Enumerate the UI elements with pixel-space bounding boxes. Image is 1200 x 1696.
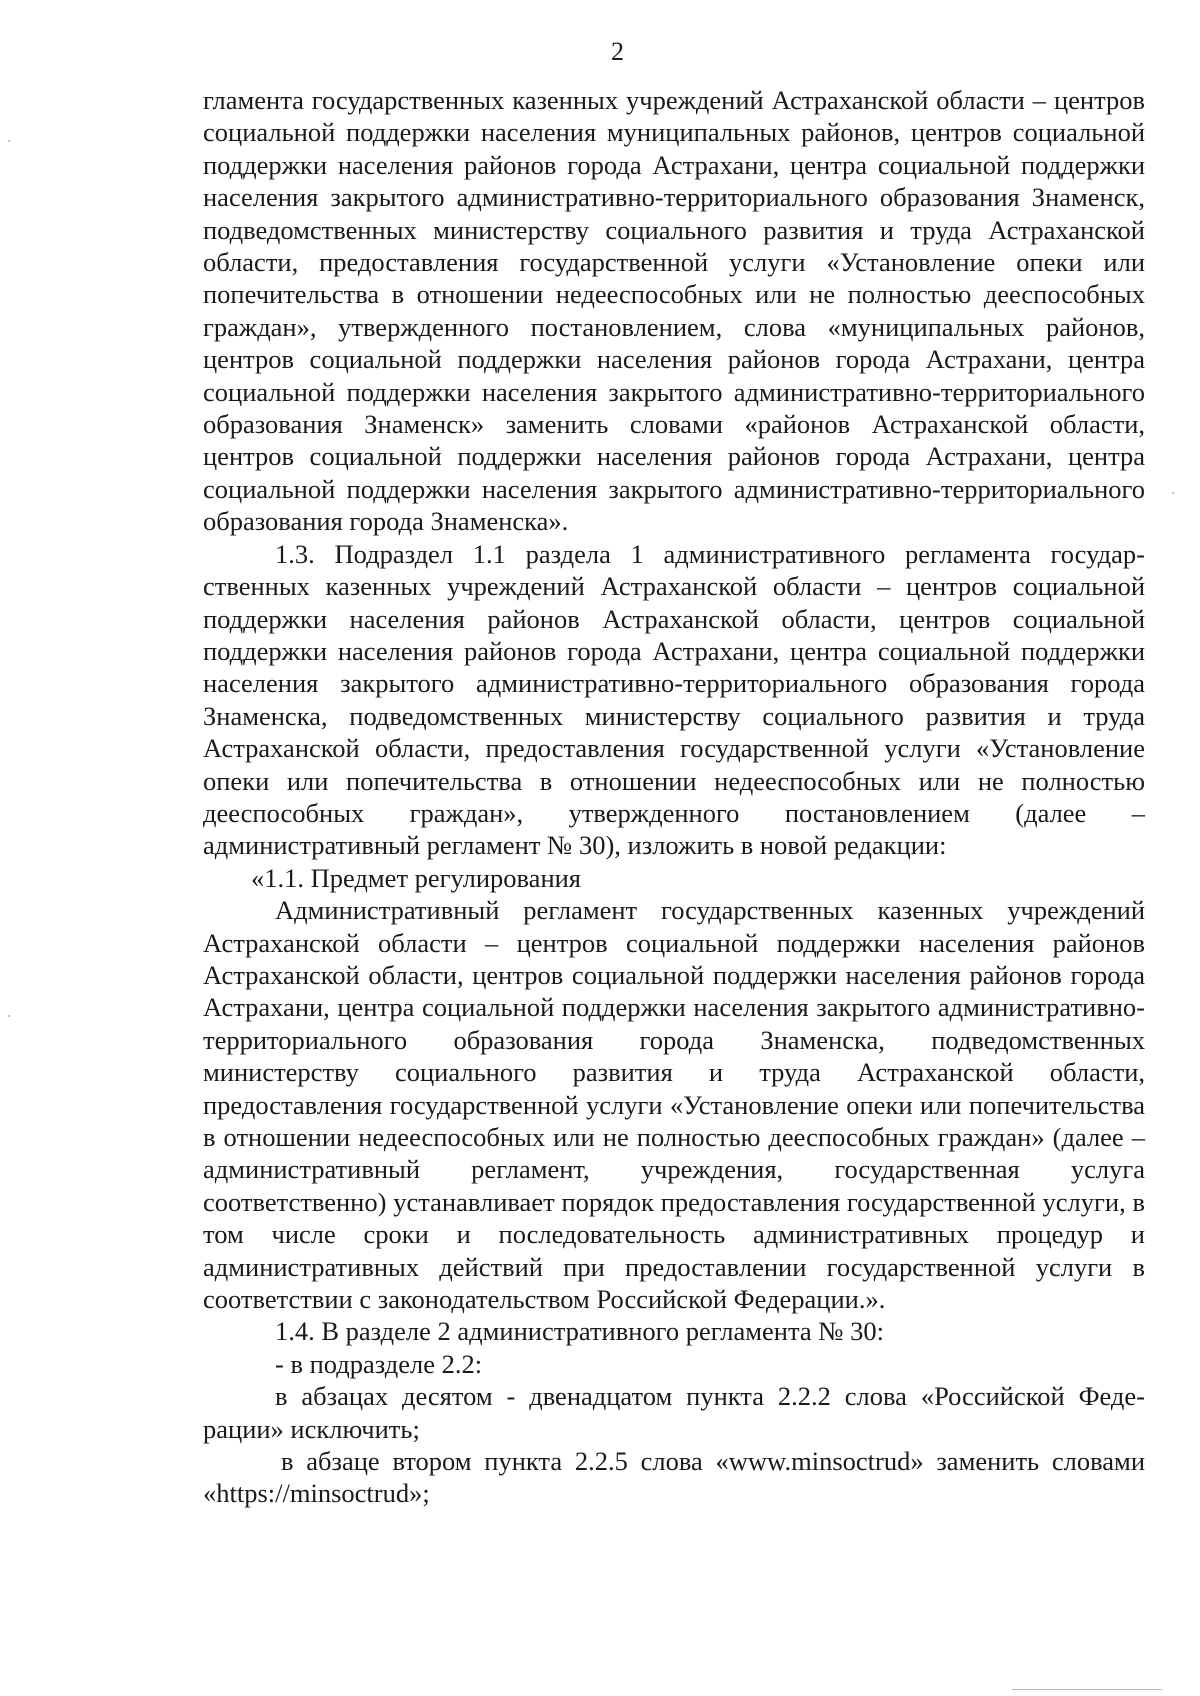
paragraph-subsection-2-2: - в подразделе 2.2: <box>275 1348 483 1379</box>
scan-artifact-dot <box>1172 492 1174 494</box>
paragraph-item-2-2-2: в абзацах десятом - двенадцатом пункта 2.2.2 слова «Российской Федерации» исключить; <box>203 1381 1145 1444</box>
paragraph-item-1-3: 1.3. Подраздел 1.1 раздела 1 административного регламента государственных казенных учреждений Астраханской области – центров социальной поддержки населения районов Астраханской области, центров социальной поддержки населения районов города Астрахани, центра социальной поддержки населения закрытого административно-территориального образования города Знаменска, подведомственных министерству социального развития и труда Астраханской области, предоставления государственной услуги «Установление опеки или попечительства в отношении недееспособных или не полностью дееспособных граждан», утвержденного постановлением (далее – административный регламент № 30), изложить в новой редакции: <box>203 538 1145 861</box>
paragraph-regulation-continuation: гламента государственных казенных учреждений Астраханской области – центров социальной поддержки населения муниципальных районов, центров социальной поддержки населения районов города Астрахани, центра социальной поддержки населения закрытого административно-территориального образования Знаменск, подведомственных министерству социального развития и труда Астраханской области, предоставления государственной услуги «Установление опеки или попечительства в отношении недееспособных или не полностью дееспособных граждан», утвержденного постановлением, слова «муниципальных районов, центров социальной поддержки населения районов города Астрахани, центра социальной поддержки населения закрытого административно-территориального образования Знаменск» заменить словами «районов Астраханской области, центров социальной поддержки населения районов города Астрахани, центра социальной поддержки населения закрытого административно-территориального образования города Знаменска». <box>203 85 1145 537</box>
document-body <box>203 84 1145 1510</box>
paragraph-regulation-subject: Административный регламент государственных казенных учреждений Астраханской области – центров социальной поддержки населения районов Астраханской области, центров социальной поддержки населения районов города Астрахани, центра социальной поддержки населения закрытого административно-территориального образования города Знаменска, подведомственных министерству социального развития и труда Астраханской области, предоставления государственной услуги «Установление опеки или попечительства в отношении недееспособных или не полностью дееспособных граждан» (далее – административный регламент, учреждения, государственная услуга соответственно) устанавливает порядок предоставления государственной услуги, в том числе сроки и последовательность административных процедур и административных действий при предоставлении государственной услуги в соответствии с законодательством Российской Федерации.». <box>203 895 1145 1315</box>
scan-artifact-dot <box>8 1015 10 1017</box>
paragraph-item-1-4: 1.4. В разделе 2 административного регламента № 30: <box>275 1316 885 1347</box>
paragraph-item-2-2-5: в абзаце втором пункта 2.2.5 слова «www.minsoctrud» заменить словами «https://minsoctrud»; <box>203 1446 1145 1509</box>
scan-artifact-line <box>1012 1689 1162 1690</box>
scan-artifact-dot <box>8 140 10 142</box>
paragraph-subsection-heading: «1.1. Предмет регулирования <box>251 862 581 893</box>
page-number: 2 <box>611 37 624 66</box>
